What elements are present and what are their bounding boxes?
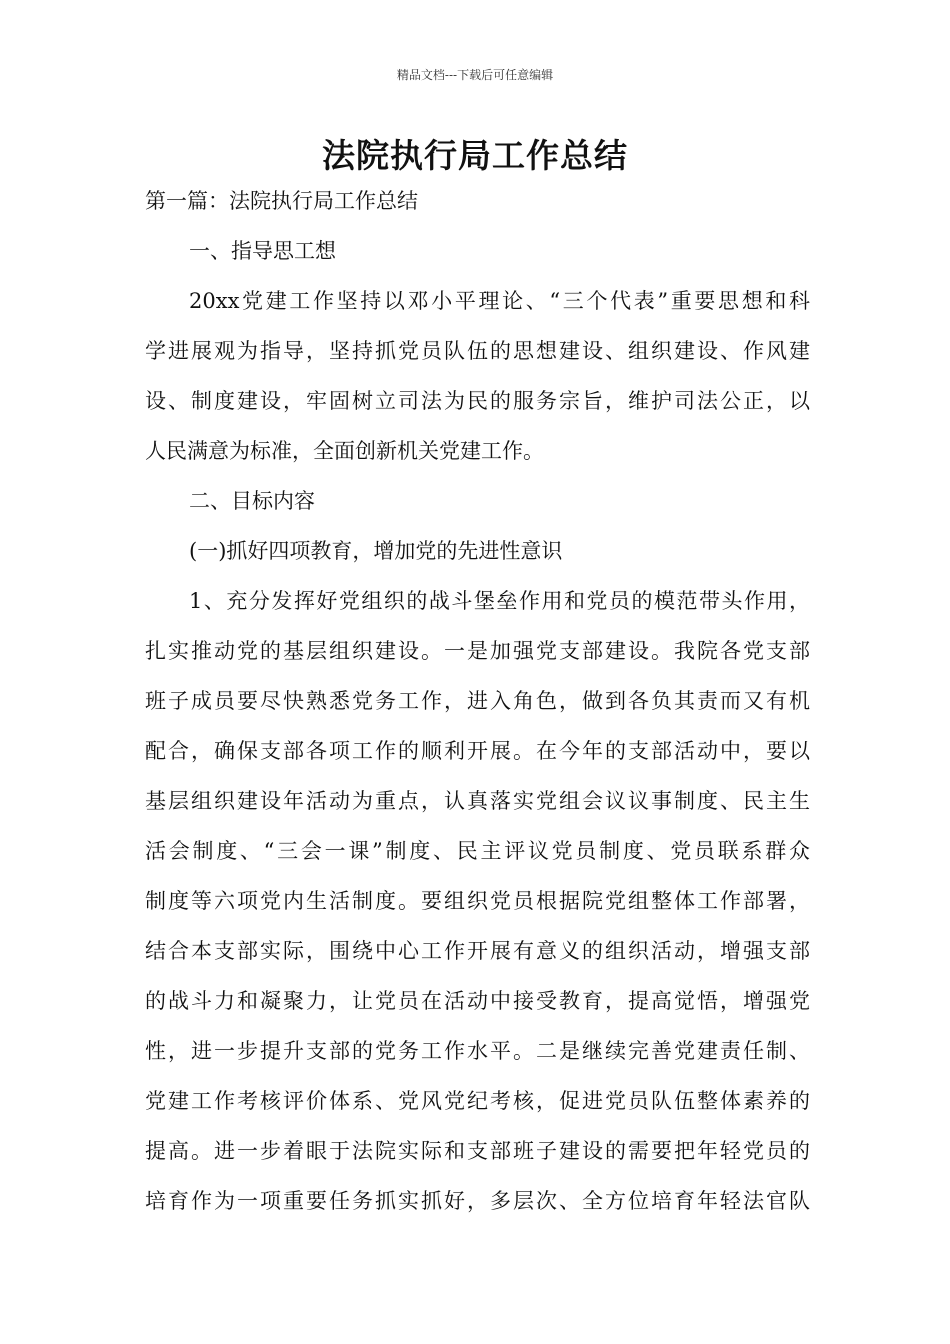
paragraph-line: 设、制度建设，牢固树立司法为民的服务宗旨，维护司法公正，以 [145, 389, 810, 413]
paragraph-line: 结合本支部实际，围绕中心工作开展有意义的组织活动，增强支部 [145, 939, 810, 963]
paragraph-line: 学进展观为指导，坚持抓党员队伍的思想建设、组织建设、作风建 [145, 339, 810, 363]
document-body [145, 176, 810, 1226]
paragraph-line: 人民满意为标准，全面创新机关党建工作。 [145, 439, 544, 463]
paragraph-line: 20xx党建工作坚持以邓小平理论、“三个代表”重要思想和科 [189, 289, 810, 313]
section-heading: 第一篇：法院执行局工作总结 [145, 189, 418, 213]
paragraph-line: 党建工作考核评价体系、党风党纪考核，促进党员队伍整体素养的 [145, 1089, 810, 1113]
subheading: 一、指导思工想 [189, 239, 336, 263]
paragraph-line: 性，进一步提升支部的党务工作水平。二是继续完善党建责任制、 [145, 1039, 810, 1063]
paragraph-line: 1、充分发挥好党组织的战斗堡垒作用和党员的模范带头作用， [189, 589, 810, 613]
paragraph-line: 的战斗力和凝聚力，让党员在活动中接受教育，提高觉悟，增强党 [145, 989, 810, 1013]
paragraph-line: 提高。进一步着眼于法院实际和支部班子建设的需要把年轻党员的 [145, 1139, 810, 1163]
paragraph-line: 培育作为一项重要任务抓实抓好，多层次、全方位培育年轻法官队 [145, 1189, 810, 1213]
paragraph-line: 扎实推动党的基层组织建设。一是加强党支部建设。我院各党支部 [145, 639, 810, 663]
subheading: 二、目标内容 [189, 489, 315, 513]
paragraph-line: 配合，确保支部各项工作的顺利开展。在今年的支部活动中，要以 [145, 739, 810, 763]
paragraph-line: 制度等六项党内生活制度。要组织党员根据院党组整体工作部署， [145, 889, 810, 913]
paragraph-line: 基层组织建设年活动为重点，认真落实党组会议议事制度、民主生 [145, 789, 810, 813]
subheading: (一)抓好四项教育，增加党的先进性意识 [189, 539, 563, 563]
paragraph-line: 班子成员要尽快熟悉党务工作，进入角色，做到各负其责而又有机 [145, 689, 810, 713]
document-title: 法院执行局工作总结 [322, 136, 628, 175]
paragraph-line: 活会制度、“三会一课”制度、民主评议党员制度、党员联系群众 [145, 839, 810, 863]
header-note: 精品文档---下载后可任意编辑 [396, 68, 554, 82]
